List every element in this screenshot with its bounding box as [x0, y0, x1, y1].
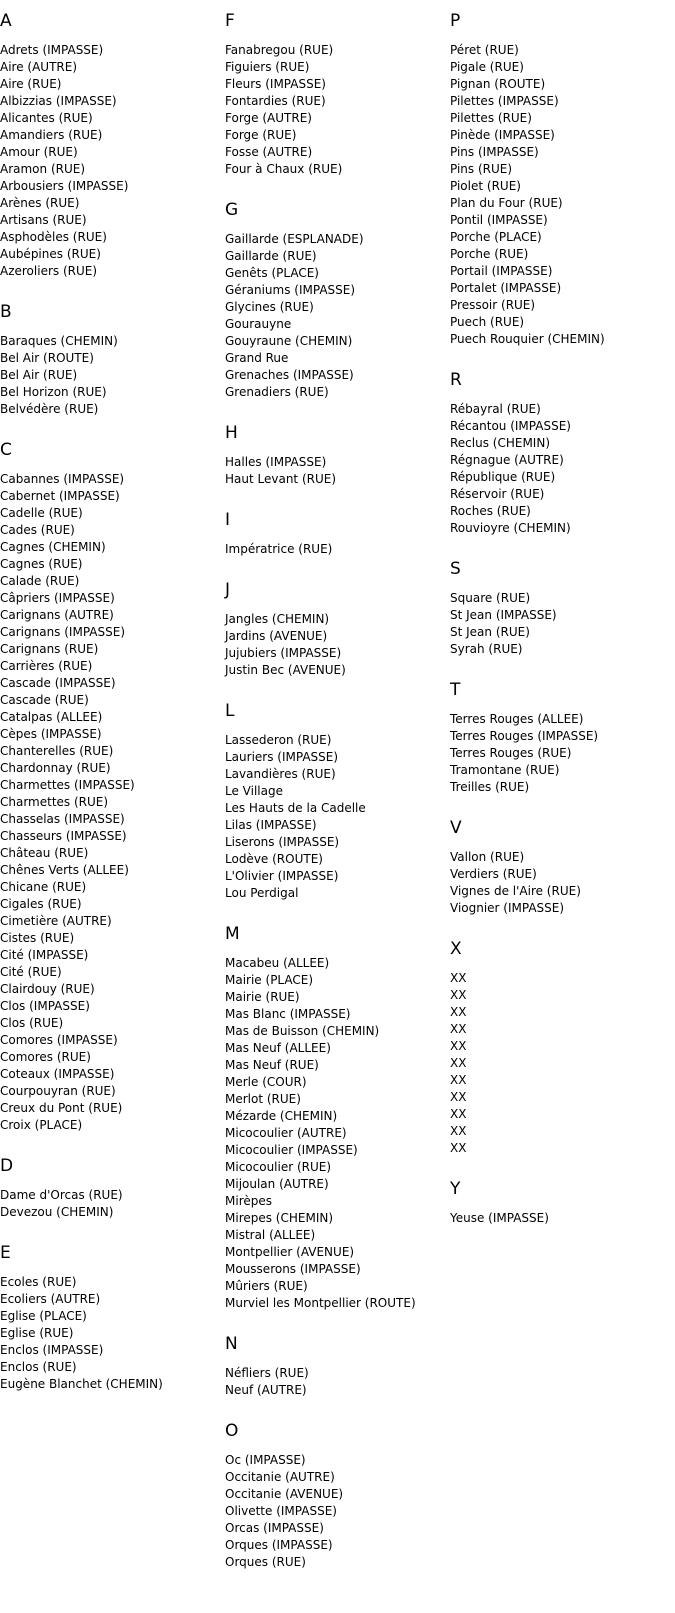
street-entry[interactable]: Gaillarde (RUE) [225, 249, 317, 263]
street-entry[interactable]: Liserons (IMPASSE) [225, 835, 340, 849]
street-entry[interactable]: Aire (RUE) [0, 77, 62, 91]
letter-section-m [225, 923, 445, 1312]
street-entry[interactable]: Occitanie (AVENUE) [225, 1487, 344, 1501]
letter-section-h [225, 422, 445, 488]
street-entry[interactable]: Plan du Four (RUE) [450, 196, 563, 210]
street-entry[interactable]: Mistral (ALLEE) [225, 1228, 316, 1242]
street-entry[interactable]: XX [450, 971, 467, 985]
street-list [225, 1452, 445, 1571]
street-list [450, 401, 670, 537]
street-entry[interactable]: Ecoles (RUE) [0, 1275, 77, 1289]
street-entry[interactable]: Mas de Buisson (CHEMIN) [225, 1024, 380, 1038]
street-entry[interactable]: Cagnes (RUE) [0, 557, 83, 571]
letter-section-d [0, 1155, 220, 1221]
street-entry[interactable]: Lodève (ROUTE) [225, 852, 323, 866]
section-letter-heading: C [0, 440, 12, 460]
street-entry[interactable]: Cades (RUE) [0, 523, 75, 537]
street-entry[interactable]: Puech Rouquier (CHEMIN) [450, 332, 605, 346]
street-entry[interactable]: Merlot (RUE) [225, 1092, 301, 1106]
street-entry[interactable]: Jujubiers (IMPASSE) [225, 646, 342, 660]
street-list [0, 333, 220, 418]
street-entry[interactable]: Porche (PLACE) [450, 230, 542, 244]
street-entry[interactable]: Portalet (IMPASSE) [450, 281, 562, 295]
street-entry[interactable]: Murviel les Montpellier (ROUTE) [225, 1296, 416, 1310]
street-entry[interactable]: Arènes (RUE) [0, 196, 80, 210]
street-entry[interactable]: Cèpes (IMPASSE) [0, 727, 102, 741]
street-entry[interactable]: Mairie (PLACE) [225, 973, 314, 987]
section-letter-heading: L [225, 701, 235, 721]
street-entry[interactable]: Jardins (AVENUE) [225, 629, 328, 643]
letter-section-t [450, 679, 670, 796]
street-entry[interactable]: Mousserons (IMPASSE) [225, 1262, 361, 1276]
street-entry[interactable]: Amour (RUE) [0, 145, 78, 159]
street-entry[interactable]: Lauriers (IMPASSE) [225, 750, 339, 764]
street-entry[interactable]: Belvédère (RUE) [0, 402, 99, 416]
street-entry[interactable]: Baraques (CHEMIN) [0, 334, 118, 348]
street-entry[interactable]: Neuf (AUTRE) [225, 1383, 307, 1397]
street-entry[interactable]: Devezou (CHEMIN) [0, 1205, 114, 1219]
street-entry[interactable]: XX [450, 1073, 467, 1087]
street-list [225, 454, 445, 488]
street-entry[interactable]: Régnague (AUTRE) [450, 453, 564, 467]
street-entry[interactable]: Croix (PLACE) [0, 1118, 83, 1132]
street-entry[interactable]: Mas Blanc (IMPASSE) [225, 1007, 351, 1021]
street-entry[interactable]: Cabannes (IMPASSE) [0, 472, 125, 486]
letter-section-c [0, 439, 220, 1134]
street-list [450, 590, 670, 658]
street-entry[interactable]: Eugène Blanchet (CHEMIN) [0, 1377, 163, 1391]
street-entry[interactable]: XX [450, 1056, 467, 1070]
street-entry[interactable]: Câpriers (IMPASSE) [0, 591, 115, 605]
letter-section-b [0, 301, 220, 418]
street-entry[interactable]: Four à Chaux (RUE) [225, 162, 343, 176]
street-entry[interactable]: Ecoliers (AUTRE) [0, 1292, 101, 1306]
street-entry[interactable]: Grenaches (IMPASSE) [225, 368, 354, 382]
section-letter-heading: S [450, 559, 461, 579]
street-entry[interactable]: Macabeu (ALLEE) [225, 956, 330, 970]
street-entry[interactable]: Piolet (RUE) [450, 179, 521, 193]
street-entry[interactable]: XX [450, 1107, 467, 1121]
street-entry[interactable]: Enclos (IMPASSE) [0, 1343, 104, 1357]
street-entry[interactable]: Olivette (IMPASSE) [225, 1504, 337, 1518]
street-entry[interactable]: Mézarde (CHEMIN) [225, 1109, 338, 1123]
street-entry[interactable]: Mûriers (RUE) [225, 1279, 308, 1293]
street-entry[interactable]: Bel Air (ROUTE) [0, 351, 94, 365]
street-entry[interactable]: Mirepes (CHEMIN) [225, 1211, 334, 1225]
section-letter-heading: R [450, 370, 462, 390]
street-list [0, 42, 220, 280]
street-entry[interactable]: Grand Rue [225, 351, 289, 365]
street-entry[interactable]: Justin Bec (AVENUE) [225, 663, 346, 677]
letter-section-g [225, 199, 445, 401]
street-entry[interactable]: Pignan (ROUTE) [450, 77, 546, 91]
street-entry[interactable]: Tramontane (RUE) [450, 763, 560, 777]
street-entry[interactable]: Yeuse (IMPASSE) [450, 1211, 549, 1225]
street-list [450, 1210, 670, 1227]
street-entry[interactable]: XX [450, 1005, 467, 1019]
street-entry[interactable]: Pressoir (RUE) [450, 298, 536, 312]
street-entry[interactable]: Réservoir (RUE) [450, 487, 545, 501]
street-entry[interactable]: Grenadiers (RUE) [225, 385, 329, 399]
street-entry[interactable]: Vallon (RUE) [450, 850, 525, 864]
section-letter-heading: H [225, 423, 238, 443]
street-entry[interactable]: Alicantes (RUE) [0, 111, 93, 125]
street-entry[interactable]: XX [450, 1022, 467, 1036]
street-entry[interactable]: Eglise (PLACE) [0, 1309, 87, 1323]
street-entry[interactable]: Albizzias (IMPASSE) [0, 94, 117, 108]
section-letter-heading: T [450, 680, 461, 700]
street-entry[interactable]: Bel Horizon (RUE) [0, 385, 107, 399]
street-entry[interactable]: Lou Perdigal [225, 886, 299, 900]
street-list [0, 1187, 220, 1221]
street-entry[interactable]: Chasselas (IMPASSE) [0, 812, 125, 826]
street-list [225, 611, 445, 679]
street-entry[interactable]: Courpouyran (RUE) [0, 1084, 116, 1098]
letter-section-s [450, 558, 670, 658]
street-entry[interactable]: Lilas (IMPASSE) [225, 818, 317, 832]
street-entry[interactable]: Les Hauts de la Cadelle [225, 801, 366, 815]
section-letter-heading: E [0, 1243, 11, 1263]
street-entry[interactable]: Micocoulier (RUE) [225, 1160, 332, 1174]
street-list [450, 42, 670, 348]
street-entry[interactable]: Enclos (RUE) [0, 1360, 77, 1374]
street-entry[interactable]: Pilettes (RUE) [450, 111, 532, 125]
section-letter-heading: V [450, 818, 462, 838]
street-entry[interactable]: Occitanie (AUTRE) [225, 1470, 335, 1484]
street-entry[interactable]: Chanterelles (RUE) [0, 744, 114, 758]
street-entry[interactable]: Figuiers (RUE) [225, 60, 310, 74]
street-entry[interactable]: Cigales (RUE) [0, 897, 82, 911]
section-letter-heading: F [225, 11, 235, 31]
street-entry[interactable]: Artisans (RUE) [0, 213, 87, 227]
street-entry[interactable]: Charmettes (RUE) [0, 795, 109, 809]
street-entry[interactable]: Orcas (IMPASSE) [225, 1521, 324, 1535]
letter-section-r [450, 369, 670, 537]
street-entry[interactable]: Rébayral (RUE) [450, 402, 541, 416]
street-entry[interactable]: Terres Rouges (IMPASSE) [450, 729, 599, 743]
street-entry[interactable]: XX [450, 1124, 467, 1138]
street-entry[interactable]: Asphodèles (RUE) [0, 230, 107, 244]
street-entry[interactable]: Cimetière (AUTRE) [0, 914, 112, 928]
letter-section-v [450, 817, 670, 917]
section-letter-heading: N [225, 1334, 238, 1354]
street-entry[interactable]: Forge (RUE) [225, 128, 297, 142]
street-entry[interactable]: Mairie (RUE) [225, 990, 300, 1004]
street-entry[interactable]: XX [450, 1090, 467, 1104]
letter-section-o [225, 1420, 445, 1571]
street-entry[interactable]: Aramon (RUE) [0, 162, 86, 176]
section-letter-heading: D [0, 1156, 14, 1176]
street-entry[interactable]: Glycines (RUE) [225, 300, 314, 314]
street-entry[interactable]: Chasseurs (IMPASSE) [0, 829, 127, 843]
letter-section-p [450, 10, 670, 348]
street-list [0, 471, 220, 1134]
street-entry[interactable]: St Jean (RUE) [450, 625, 530, 639]
street-entry[interactable]: Mirèpes [225, 1194, 272, 1208]
street-entry[interactable]: Carignans (IMPASSE) [0, 625, 125, 639]
street-entry[interactable]: Mijoulan (AUTRE) [225, 1177, 329, 1191]
street-entry[interactable]: Récantou (IMPASSE) [450, 419, 571, 433]
letter-section-n [225, 1333, 445, 1399]
section-letter-heading: B [0, 302, 12, 322]
street-entry[interactable]: Lavandières (RUE) [225, 767, 336, 781]
street-entry[interactable]: Fontardies (RUE) [225, 94, 326, 108]
street-list [0, 1274, 220, 1393]
index-column-2 [225, 10, 445, 1592]
street-entry[interactable]: Syrah (RUE) [450, 642, 523, 656]
section-letter-heading: O [225, 1421, 239, 1441]
street-entry[interactable]: Péret (RUE) [450, 43, 519, 57]
street-entry[interactable]: Cité (RUE) [0, 965, 62, 979]
street-entry[interactable]: Orques (RUE) [225, 1555, 306, 1569]
street-entry[interactable]: Gourauyne [225, 317, 292, 331]
letter-section-i [225, 509, 445, 558]
street-list [225, 1365, 445, 1399]
street-entry[interactable]: Cascade (IMPASSE) [0, 676, 116, 690]
street-entry[interactable]: Cistes (RUE) [0, 931, 75, 945]
index-column-1 [0, 10, 220, 1414]
street-entry[interactable]: Gaillarde (ESPLANADE) [225, 232, 364, 246]
street-entry[interactable]: Coteaux (IMPASSE) [0, 1067, 115, 1081]
street-entry[interactable]: XX [450, 1039, 467, 1053]
street-entry[interactable]: Dame d'Orcas (RUE) [0, 1188, 123, 1202]
street-entry[interactable]: Comores (RUE) [0, 1050, 91, 1064]
section-letter-heading: G [225, 200, 239, 220]
street-entry[interactable]: Vignes de l'Aire (RUE) [450, 884, 581, 898]
street-list [225, 732, 445, 902]
street-entry[interactable]: Carignans (RUE) [0, 642, 99, 656]
street-entry[interactable]: Pins (RUE) [450, 162, 513, 176]
section-letter-heading: X [450, 939, 462, 959]
street-entry[interactable]: Carrières (RUE) [0, 659, 93, 673]
letter-section-a [0, 10, 220, 280]
street-entry[interactable]: Cadelle (RUE) [0, 506, 83, 520]
street-entry[interactable]: Château (RUE) [0, 846, 89, 860]
letter-section-f [225, 10, 445, 178]
street-entry[interactable]: Bel Air (RUE) [0, 368, 78, 382]
street-entry[interactable]: Micocoulier (AUTRE) [225, 1126, 347, 1140]
street-entry[interactable]: Calade (RUE) [0, 574, 80, 588]
street-entry[interactable]: Reclus (CHEMIN) [450, 436, 551, 450]
street-entry[interactable]: L'Olivier (IMPASSE) [225, 869, 339, 883]
street-entry[interactable]: Amandiers (RUE) [0, 128, 103, 142]
street-entry[interactable]: Pilettes (IMPASSE) [450, 94, 559, 108]
street-list [450, 970, 670, 1157]
section-letter-heading: J [225, 580, 231, 600]
street-entry[interactable]: Orques (IMPASSE) [225, 1538, 333, 1552]
street-entry[interactable]: Pinède (IMPASSE) [450, 128, 555, 142]
street-entry[interactable]: Fleurs (IMPASSE) [225, 77, 326, 91]
street-entry[interactable]: Terres Rouges (RUE) [450, 746, 572, 760]
section-letter-heading: I [225, 510, 231, 530]
street-entry[interactable]: Clairdouy (RUE) [0, 982, 95, 996]
street-entry[interactable]: XX [450, 1141, 467, 1155]
letter-section-j [225, 579, 445, 679]
street-list [450, 711, 670, 796]
street-entry[interactable]: Le Village [225, 784, 283, 798]
street-entry[interactable]: Gouyraune (CHEMIN) [225, 334, 353, 348]
street-entry[interactable]: Forge (AUTRE) [225, 111, 312, 125]
street-entry[interactable]: Merle (COUR) [225, 1075, 307, 1089]
street-entry[interactable]: St Jean (IMPASSE) [450, 608, 557, 622]
street-entry[interactable]: Charmettes (IMPASSE) [0, 778, 135, 792]
index-column-3 [450, 10, 670, 1248]
street-entry[interactable]: Impératrice (RUE) [225, 542, 333, 556]
letter-section-y [450, 1178, 670, 1227]
street-entry[interactable]: Cagnes (CHEMIN) [0, 540, 106, 554]
street-entry[interactable]: Porche (RUE) [450, 247, 529, 261]
street-entry[interactable]: République (RUE) [450, 470, 556, 484]
street-entry[interactable]: Cité (IMPASSE) [0, 948, 89, 962]
street-entry[interactable]: Rouvioyre (CHEMIN) [450, 521, 571, 535]
street-entry[interactable]: Viognier (IMPASSE) [450, 901, 565, 915]
street-entry[interactable]: Carignans (AUTRE) [0, 608, 114, 622]
letter-section-x [450, 938, 670, 1157]
street-entry[interactable]: Fosse (AUTRE) [225, 145, 313, 159]
street-entry[interactable]: Comores (IMPASSE) [0, 1033, 118, 1047]
street-entry[interactable]: Roches (RUE) [450, 504, 531, 518]
letter-section-e [0, 1242, 220, 1393]
street-entry[interactable]: Fanabregou (RUE) [225, 43, 334, 57]
street-entry[interactable]: Oc (IMPASSE) [225, 1453, 306, 1467]
street-list [450, 849, 670, 917]
street-entry[interactable]: Haut Levant (RUE) [225, 472, 337, 486]
street-entry[interactable]: Verdiers (RUE) [450, 867, 537, 881]
street-entry[interactable]: Aire (AUTRE) [0, 60, 78, 74]
street-entry[interactable]: Chardonnay (RUE) [0, 761, 111, 775]
street-entry[interactable]: Jangles (CHEMIN) [225, 612, 330, 626]
street-entry[interactable]: Arbousiers (IMPASSE) [0, 179, 129, 193]
street-entry[interactable]: Montpellier (AVENUE) [225, 1245, 355, 1259]
street-entry[interactable]: XX [450, 988, 467, 1002]
street-entry[interactable]: Square (RUE) [450, 591, 531, 605]
street-entry[interactable]: Terres Rouges (ALLEE) [450, 712, 584, 726]
street-list [225, 231, 445, 401]
street-entry[interactable]: Micocoulier (IMPASSE) [225, 1143, 358, 1157]
street-entry[interactable]: Creux du Pont (RUE) [0, 1101, 123, 1115]
street-list [225, 955, 445, 1312]
street-entry[interactable]: Chicane (RUE) [0, 880, 87, 894]
street-entry[interactable]: Mas Neuf (RUE) [225, 1058, 319, 1072]
street-entry[interactable]: Halles (IMPASSE) [225, 455, 327, 469]
street-entry[interactable]: Puech (RUE) [450, 315, 525, 329]
street-entry[interactable]: Portail (IMPASSE) [450, 264, 553, 278]
street-entry[interactable]: Géraniums (IMPASSE) [225, 283, 356, 297]
street-list [225, 42, 445, 178]
section-letter-heading: A [0, 11, 12, 31]
street-entry[interactable]: Eglise (RUE) [0, 1326, 74, 1340]
street-entry[interactable]: Cabernet (IMPASSE) [0, 489, 120, 503]
street-entry[interactable]: Adrets (IMPASSE) [0, 43, 104, 57]
street-entry[interactable]: Azeroliers (RUE) [0, 264, 98, 278]
section-letter-heading: Y [450, 1179, 461, 1199]
street-entry[interactable]: Catalpas (ALLEE) [0, 710, 103, 724]
section-letter-heading: M [225, 924, 240, 944]
street-entry[interactable]: Cascade (RUE) [0, 693, 89, 707]
section-letter-heading: P [450, 11, 461, 31]
street-entry[interactable]: Genêts (PLACE) [225, 266, 319, 280]
street-entry[interactable]: Pins (IMPASSE) [450, 145, 539, 159]
street-entry[interactable]: Pigale (RUE) [450, 60, 524, 74]
street-entry[interactable]: Clos (IMPASSE) [0, 999, 90, 1013]
street-entry[interactable]: Pontil (IMPASSE) [450, 213, 548, 227]
letter-section-l [225, 700, 445, 902]
street-entry[interactable]: Treilles (RUE) [450, 780, 530, 794]
street-entry[interactable]: Chênes Verts (ALLEE) [0, 863, 129, 877]
street-entry[interactable]: Lassederon (RUE) [225, 733, 332, 747]
street-entry[interactable]: Clos (RUE) [0, 1016, 64, 1030]
street-list [225, 541, 445, 558]
street-entry[interactable]: Aubépines (RUE) [0, 247, 101, 261]
street-entry[interactable]: Néfliers (RUE) [225, 1366, 309, 1380]
street-entry[interactable]: Mas Neuf (ALLEE) [225, 1041, 331, 1055]
